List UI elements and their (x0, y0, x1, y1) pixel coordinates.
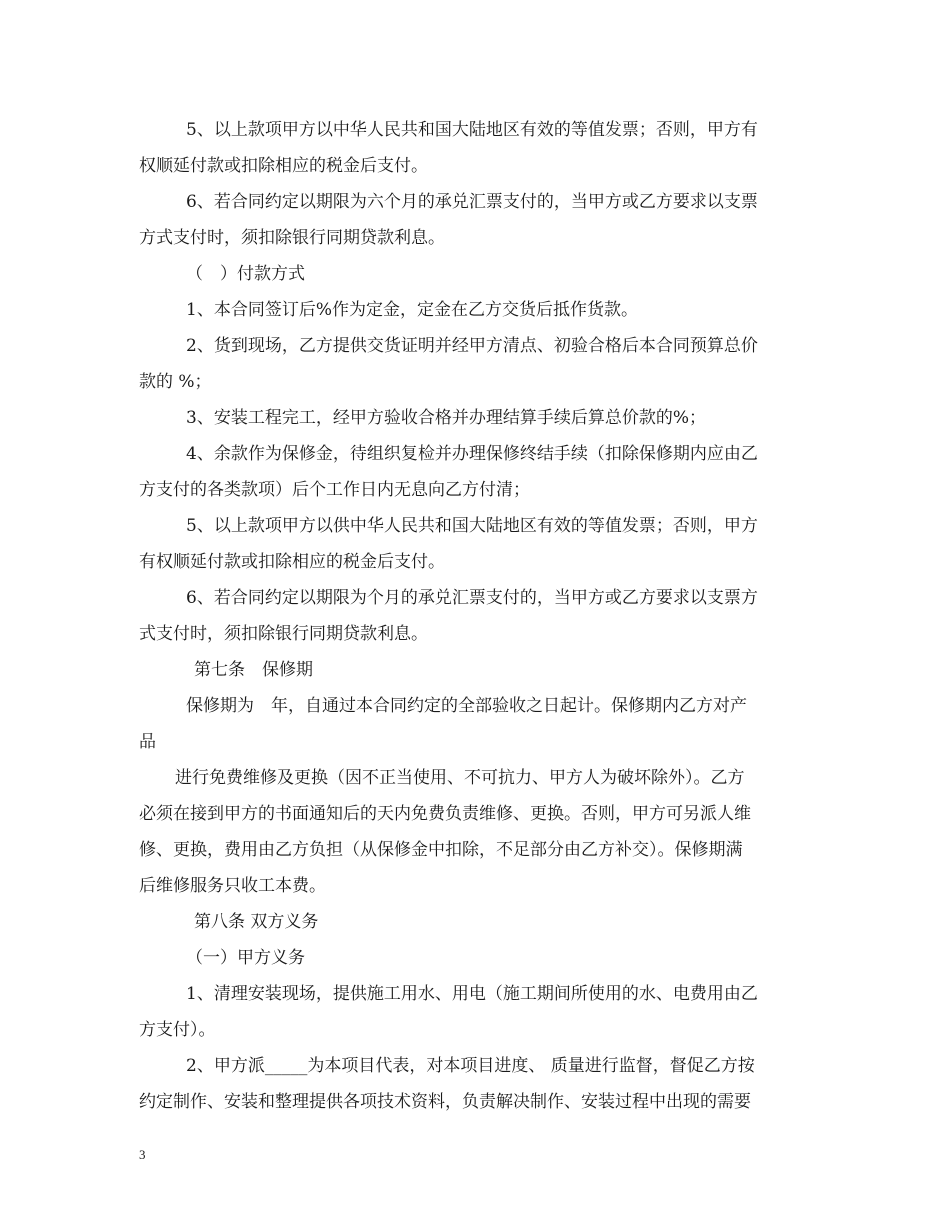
article-heading: 第八条 双方义务 (194, 912, 319, 932)
article-heading: 第七条 保修期 (194, 660, 313, 680)
paragraph-line: 5、以上款项甲方以供中华人民共和国大陆地区有效的等值发票；否则，甲方 (186, 516, 758, 536)
page-number: 3 (139, 1147, 146, 1162)
paragraph-line: 品 (139, 732, 156, 752)
paragraph-line: 保修期为 年，自通过本合同约定的全部验收之日起计。保修期内乙方对产 (186, 696, 747, 716)
paragraph-line: 3、安装工程完工，经甲方验收合格并办理结算手续后算总价款的%； (186, 408, 706, 428)
paragraph-line: 5、以上款项甲方以中华人民共和国大陆地区有效的等值发票；否则，甲方有 (186, 120, 758, 140)
paragraph-line: 后维修服务只收工本费。 (139, 876, 326, 896)
paragraph-line: 4、余款作为保修金，待组织复检并办理保修终结手续（扣除保修期内应由乙 (186, 444, 758, 464)
section-heading: （ ）付款方式 (186, 264, 305, 284)
paragraph-line: 6、若合同约定以期限为六个月的承兑汇票支付的，当甲方或乙方要求以支票 (186, 192, 758, 212)
section-heading: （一）甲方义务 (186, 948, 305, 968)
paragraph-line: 1、清理安装现场，提供施工用水、用电（施工期间所使用的水、电费用由乙 (186, 984, 758, 1004)
paragraph-line: 方支付的各类款项）后个工作日内无息向乙方付清； (139, 480, 530, 500)
paragraph-line: 有权顺延付款或扣除相应的税金后支付。 (139, 552, 445, 572)
paragraph-line: 修、更换，费用由乙方负担（从保修金中扣除，不足部分由乙方补交）。保修期满 (139, 840, 743, 860)
paragraph-line: 1、本合同签订后%作为定金，定金在乙方交货后抵作货款。 (186, 300, 638, 320)
paragraph-line: 2、甲方派_____为本项目代表，对本项目进度、 质量进行监督，督促乙方按 (186, 1056, 755, 1076)
paragraph-line: 款的 %； (139, 372, 212, 392)
paragraph-line: 约定制作、安装和整理提供各项技术资料，负责解决制作、安装过程中出现的需要 (139, 1092, 751, 1112)
paragraph-line: 2、货到现场，乙方提供交货证明并经甲方清点、初验合格后本合同预算总价 (186, 336, 758, 356)
paragraph-line: 方支付）。 (139, 1020, 216, 1040)
paragraph-line: 权顺延付款或扣除相应的税金后支付。 (139, 156, 428, 176)
paragraph-line: 方式支付时，须扣除银行同期贷款利息。 (139, 228, 445, 248)
paragraph-line: 必须在接到甲方的书面通知后的天内免费负责维修、更换。否则，甲方可另派人维 (139, 804, 751, 824)
paragraph-line: 式支付时，须扣除银行同期贷款利息。 (139, 624, 428, 644)
paragraph-line: 6、若合同约定以期限为个月的承兑汇票支付的，当甲方或乙方要求以支票方 (186, 588, 758, 608)
paragraph-line: 进行免费维修及更换（因不正当使用、不可抗力、甲方人为破坏除外）。乙方 (175, 768, 745, 788)
